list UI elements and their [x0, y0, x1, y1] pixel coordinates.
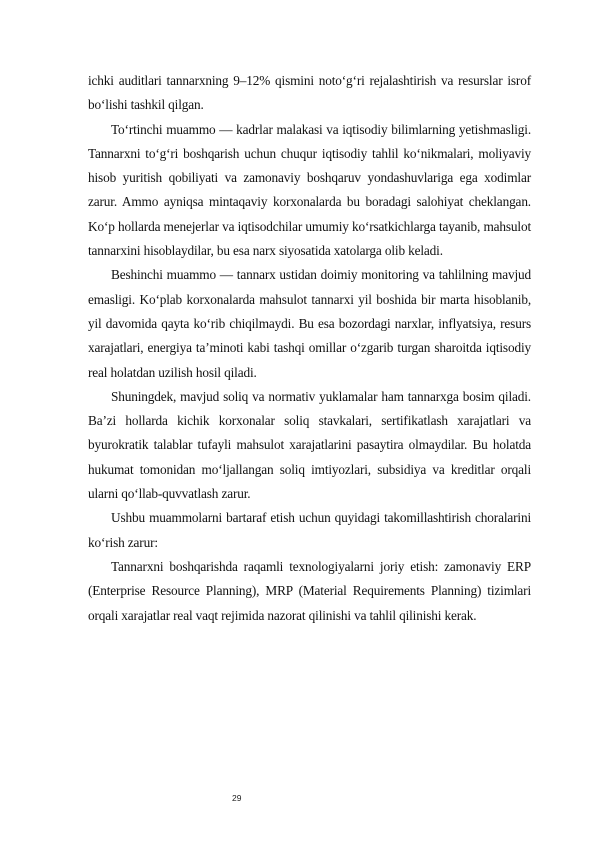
page-number: 29: [232, 793, 242, 803]
paragraph-measures-intro: Ushbu muammolarni bartaraf etish uchun quyidagi takomillashtirish choralarini ko‘rish zarur:: [88, 510, 531, 550]
paragraph-continuation: ichki auditlari tannarxning 9–12% qismini noto‘g‘ri rejalashtirish va resurslar isrof bo‘lishi tashkil qilgan.: [88, 73, 531, 113]
paragraph-tax-burden: Shuningdek, mavjud soliq va normativ yuklamalar ham tannarxga bosim qiladi. Ba’zi hollarda kichik korxonalar soliq stavkalari, sertifikatlash xarajatlari va byurokratik talablar tufayli mahsulot xarajatlarini pasaytira olmaydilar. Bu holatda hukumat tomonidan mo‘ljallangan soliq imtiyozlari, subsidiya va kreditlar orqali ularni qo‘llab-quvvatlash zarur.: [88, 388, 531, 502]
body-text: [88, 69, 531, 628]
paragraph-digital-tech: Tannarxni boshqarishda raqamli texnologiyalarni joriy etish: zamonaviy ERP (Enterprise Resource Planning), MRP (Material Requirements Planning) tizimlari orqali xarajatlar real vaqt rejimida nazorat qilinishi va tahlil qilinishi kerak.: [88, 558, 531, 623]
paragraph-fourth-problem: To‘rtinchi muammo — kadrlar malakasi va iqtisodiy bilimlarning yetishmasligi. Tannarxni to‘g‘ri boshqarish uchun chuqur iqtisodiy tahlil ko‘nikmalari, moliyaviy hisob yuritish qobiliyati va zamonaviy boshqaruv yondashuvlariga ega xodimlar zarur. Ammo ayniqsa mintaqaviy korxonalarda bu boradagi salohiyat cheklangan. Ko‘p hollarda menejerlar va iqtisodchilar umumiy ko‘rsatkichlarga tayanib, mahsulot tannarxini hisoblaydilar, bu esa narx siyosatida xatolarga olib keladi.: [88, 121, 531, 259]
paragraph-fifth-problem: Beshinchi muammo — tannarx ustidan doimiy monitoring va tahlilning mavjud emasligi. Ko‘plab korxonalarda mahsulot tannarxi yil boshida bir marta hisoblanib, yil davomida qayta ko‘rib chiqilmaydi. Bu esa bozordagi narxlar, inflyatsiya, resurs xarajatlari, energiya ta’minoti kabi tashqi omillar o‘zgarib turgan sharoitda iqtisodiy real holatdan uzilish hosil qiladi.: [88, 267, 531, 380]
